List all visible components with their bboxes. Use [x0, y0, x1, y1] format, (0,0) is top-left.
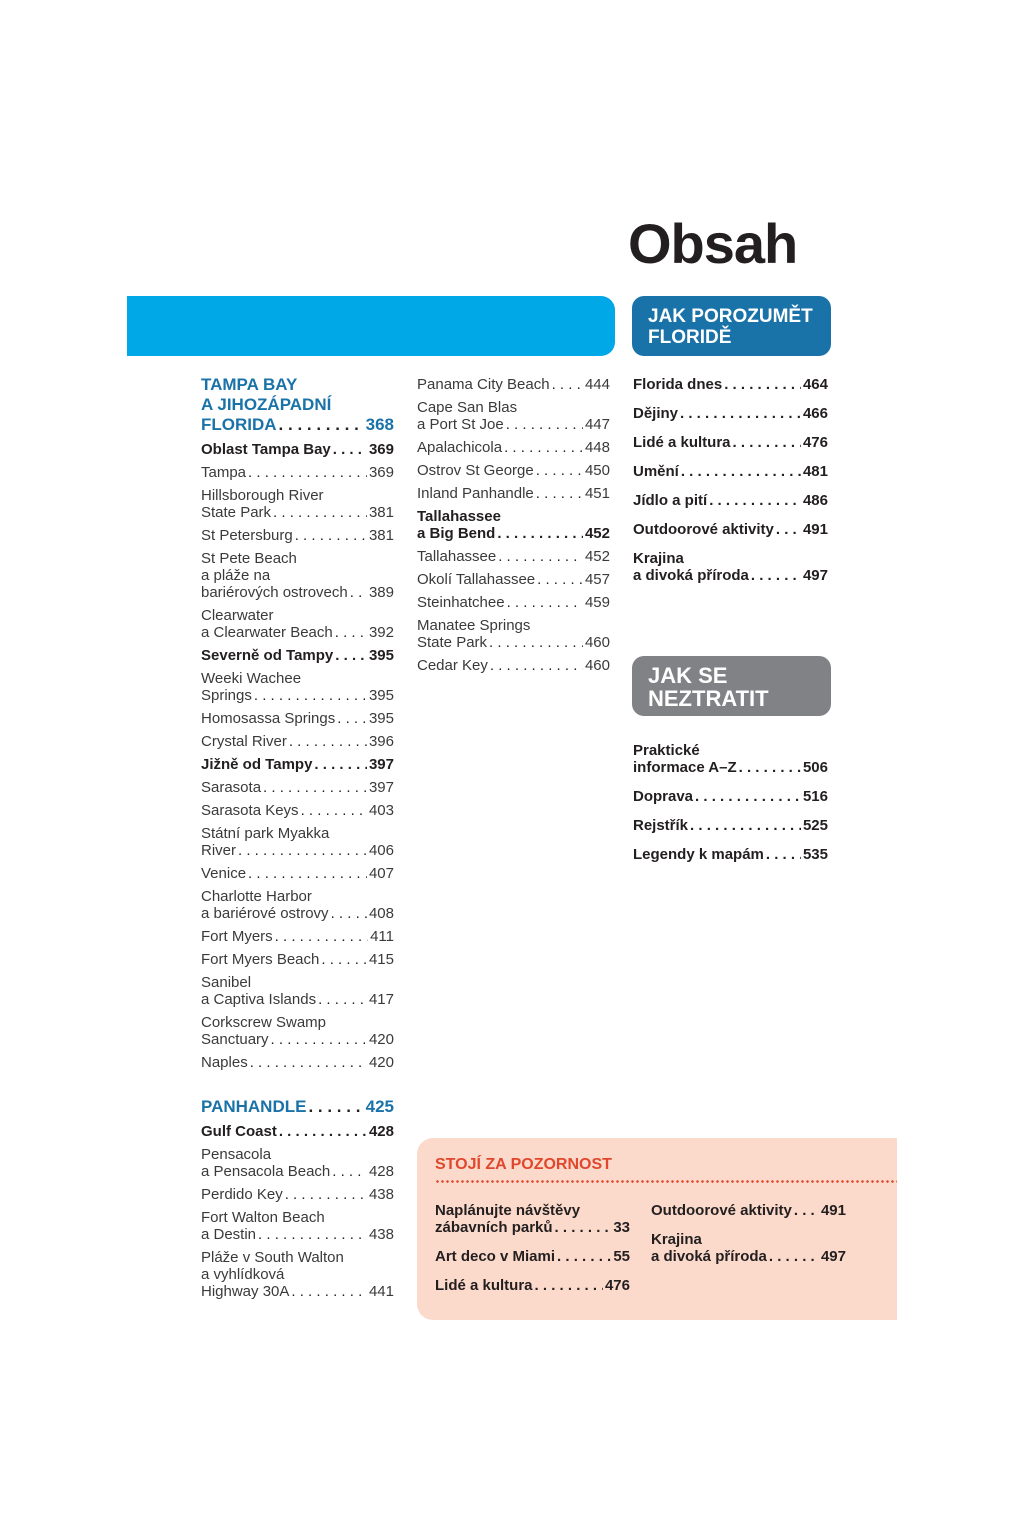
dot-leader [331, 905, 367, 922]
toc-entry-page: 497 [820, 1248, 846, 1265]
dot-leader [333, 441, 367, 458]
toc-list [201, 375, 394, 1071]
toc-entry[interactable] [417, 548, 610, 565]
toc-entry-title: Highway 30A [201, 1283, 290, 1300]
toc-entry-page: 395 [368, 687, 394, 704]
toc-entry[interactable] [201, 825, 394, 859]
toc-entry[interactable] [633, 463, 828, 480]
dot-leader [498, 548, 583, 565]
toc-entry-page: 525 [802, 817, 828, 834]
toc-entry-title: Naples [201, 1054, 248, 1071]
toc-entry-page: 369 [368, 464, 394, 481]
toc-entry[interactable] [201, 710, 394, 727]
toc-entry-page: 506 [802, 759, 828, 776]
toc-entry[interactable] [201, 928, 394, 945]
toc-entry[interactable] [633, 788, 828, 805]
toc-entry-title-line: Weeki Wachee [201, 670, 302, 687]
dot-leader [776, 521, 801, 538]
toc-entry-page: 408 [368, 905, 394, 922]
toc-entry-title: a Big Bend [417, 525, 496, 542]
toc-entry-page: 395 [368, 647, 394, 664]
toc-entry-page: 516 [802, 788, 828, 805]
dot-leader [285, 1186, 367, 1203]
toc-entry-page: 452 [584, 548, 610, 565]
toc-entry[interactable] [201, 865, 394, 882]
toc-entry-title-line: A JIHOZÁPADNÍ [201, 395, 332, 414]
toc-entry-title: Severně od Tampy [201, 647, 334, 664]
toc-entry-page: 535 [802, 846, 828, 863]
toc-entry-title: Crystal River [201, 733, 287, 750]
toc-entry[interactable] [633, 434, 828, 451]
toc-entry-title: Cedar Key [417, 657, 488, 674]
dot-leader [794, 1202, 819, 1219]
dot-leader [690, 817, 801, 834]
toc-entry-title-line: Fort Walton Beach [201, 1209, 325, 1226]
toc-entry-title-line: a pláže na [201, 567, 271, 584]
dot-leader [279, 415, 364, 435]
dot-leader [724, 376, 801, 393]
toc-entry-page: 55 [613, 1248, 630, 1265]
page-title: Obsah [628, 212, 798, 275]
toc-entry-title: a Clearwater Beach [201, 624, 333, 641]
dot-leader [489, 634, 583, 651]
toc-entry-title-line: Clearwater [201, 607, 274, 624]
highlights-column-1 [435, 1202, 630, 1306]
dot-leader [289, 733, 367, 750]
toc-entry-page: 464 [802, 376, 828, 393]
toc-entry[interactable] [417, 376, 610, 393]
toc-entry[interactable] [201, 375, 394, 435]
toc-entry-page: 457 [584, 571, 610, 588]
dot-leader [350, 584, 367, 601]
toc-entry[interactable] [201, 1146, 394, 1180]
toc-entry[interactable] [633, 550, 828, 584]
toc-entry-title: Springs [201, 687, 252, 704]
toc-entry-page: 451 [584, 485, 610, 502]
toc-entry-title: Jižně od Tampy [201, 756, 313, 773]
dot-leader [335, 624, 367, 641]
toc-entry-title: Gulf Coast [201, 1123, 277, 1140]
toc-entry[interactable] [201, 1249, 394, 1300]
dot-leader [263, 779, 367, 796]
dot-leader [506, 416, 583, 433]
toc-entry-page: 486 [802, 492, 828, 509]
toc-entry-title: Inland Panhandle [417, 485, 534, 502]
toc-list [435, 1202, 630, 1294]
toc-entry-page: 381 [368, 504, 394, 521]
dot-leader [275, 928, 368, 945]
toc-entry[interactable] [633, 405, 828, 422]
tab-line: NEZTRATIT [648, 686, 769, 711]
toc-entry-page: 403 [368, 802, 394, 819]
toc-entry[interactable] [201, 1186, 394, 1203]
toc-entry[interactable] [651, 1202, 846, 1219]
toc-entry-page: 396 [368, 733, 394, 750]
toc-entry-page: 417 [368, 991, 394, 1008]
toc-entry-title: Umění [633, 463, 679, 480]
toc-entry-title: Outdoorové aktivity [651, 1202, 792, 1219]
toc-entry[interactable] [633, 742, 828, 776]
toc-entry-title: Lidé a kultura [633, 434, 731, 451]
toc-entry-page: 397 [368, 756, 394, 773]
toc-entry[interactable] [201, 1209, 394, 1243]
toc-entry-page: 415 [368, 951, 394, 968]
toc-entry-page: 368 [365, 415, 394, 434]
toc-entry-title: Apalachicola [417, 439, 503, 456]
toc-entry-title: Homosassa Springs [201, 710, 336, 727]
toc-entry-page: 407 [368, 865, 394, 882]
toc-entry-title: Rejstřík [633, 817, 689, 834]
toc-entry-page: 428 [368, 1123, 394, 1140]
toc-entry-page: 420 [368, 1031, 394, 1048]
toc-list [633, 742, 828, 863]
toc-entry-title: Dějiny [633, 405, 679, 422]
dotted-divider [435, 1180, 897, 1183]
toc-entry-title: PANHANDLE [201, 1097, 307, 1116]
dot-leader [733, 434, 801, 451]
dot-leader [709, 492, 801, 509]
dot-leader [739, 759, 801, 776]
toc-entry[interactable] [201, 1054, 394, 1071]
toc-entry-page: 392 [368, 624, 394, 641]
tab-line: JAK POROZUMĚT [648, 306, 813, 327]
toc-entry-title-line: Krajina [651, 1231, 702, 1248]
dot-leader [681, 463, 801, 480]
toc-entry[interactable] [417, 594, 610, 611]
toc-entry-page: 460 [584, 634, 610, 651]
toc-entry-title-line: St Pete Beach [201, 550, 297, 567]
toc-entry[interactable] [633, 521, 828, 538]
toc-entry-page: 444 [584, 376, 610, 393]
toc-entry[interactable] [633, 376, 828, 393]
toc-entry-title-line: Charlotte Harbor [201, 888, 312, 905]
highlights-box [417, 1138, 897, 1320]
toc-entry-title: bariérových ostrovech [201, 584, 348, 601]
toc-entry-title-line: Krajina [633, 550, 684, 567]
toc-entry-title: Oblast Tampa Bay [201, 441, 331, 458]
dot-leader [507, 594, 583, 611]
toc-entry-page: 452 [584, 525, 610, 542]
toc-entry-page: 450 [584, 462, 610, 479]
dot-leader [291, 1283, 367, 1300]
toc-entry-title: a divoká příroda [633, 567, 749, 584]
toc-entry[interactable] [417, 462, 610, 479]
header-band [127, 296, 615, 356]
toc-entry-title: a Pensacola Beach [201, 1163, 331, 1180]
toc-entry-title-line: Sanibel [201, 974, 252, 991]
toc-entry-title: informace A–Z [633, 759, 737, 776]
toc-entry-title: a Captiva Islands [201, 991, 317, 1008]
toc-entry-title: Florida dnes [633, 376, 723, 393]
dot-leader [335, 647, 367, 664]
toc-entry-page: 481 [802, 463, 828, 480]
toc-column-2 [417, 376, 610, 680]
dot-leader [536, 462, 583, 479]
toc-entry-page: 428 [368, 1163, 394, 1180]
dot-leader [504, 439, 583, 456]
tab-line: JAK SE [648, 663, 728, 688]
dot-leader [248, 865, 367, 882]
toc-entry-title: Venice [201, 865, 247, 882]
toc-entry-title: Sanctuary [201, 1031, 269, 1048]
dot-leader [537, 571, 583, 588]
toc-entry[interactable] [201, 607, 394, 641]
toc-entry-page: 448 [584, 439, 610, 456]
dot-leader [490, 657, 583, 674]
toc-entry[interactable] [417, 571, 610, 588]
toc-entry-title-line: Hillsborough River [201, 487, 324, 504]
toc-entry-title: a Destin [201, 1226, 257, 1243]
dot-leader [695, 788, 801, 805]
dot-leader [258, 1226, 367, 1243]
toc-entry[interactable] [417, 439, 610, 456]
toc-entry-title: Lidé a kultura [435, 1277, 533, 1294]
toc-entry-title: Fort Myers [201, 928, 273, 945]
dot-leader [308, 1097, 363, 1117]
toc-list [417, 376, 610, 674]
toc-entry-page: 395 [368, 710, 394, 727]
toc-entry-title: FLORIDA [201, 415, 277, 434]
toc-entry-title: Doprava [633, 788, 694, 805]
section-tab-understand[interactable] [632, 296, 831, 356]
toc-entry-page: 491 [802, 521, 828, 538]
dot-leader [273, 504, 367, 521]
toc-entry[interactable] [201, 1097, 394, 1117]
toc-entry[interactable] [201, 951, 394, 968]
toc-entry-page: 406 [368, 842, 394, 859]
toc-entry[interactable] [417, 617, 610, 651]
dot-leader [557, 1248, 611, 1265]
toc-entry-page: 420 [368, 1054, 394, 1071]
toc-column-1 [201, 375, 394, 1306]
toc-entry-title: a divoká příroda [651, 1248, 767, 1265]
toc-entry[interactable] [201, 733, 394, 750]
dot-leader [555, 1219, 612, 1236]
dot-leader [238, 842, 367, 859]
toc-entry-title: Sarasota [201, 779, 262, 796]
toc-entry-title: Sarasota Keys [201, 802, 299, 819]
toc-entry[interactable] [201, 802, 394, 819]
highlights-column-2 [651, 1202, 846, 1277]
dot-leader [279, 1123, 367, 1140]
toc-entry-page: 460 [584, 657, 610, 674]
toc-entry-page: 425 [365, 1097, 394, 1116]
dot-leader [769, 1248, 819, 1265]
dot-leader [271, 1031, 367, 1048]
dot-leader [295, 527, 367, 544]
dot-leader [314, 756, 367, 773]
toc-entry-title: Tampa [201, 464, 247, 481]
toc-entry[interactable] [201, 1014, 394, 1048]
toc-entry-title-line: Pláže v South Walton [201, 1249, 344, 1266]
toc-entry-title-line: Tallahassee [417, 508, 501, 525]
toc-entry-title-line: Pensacola [201, 1146, 272, 1163]
toc-entry-title: Tallahassee [417, 548, 497, 565]
toc-entry-title: St Petersburg [201, 527, 293, 544]
dot-leader [751, 567, 801, 584]
dot-leader [248, 464, 367, 481]
toc-entry[interactable] [417, 399, 610, 433]
dot-leader [254, 687, 367, 704]
toc-entry-title: a bariérové ostrovy [201, 905, 329, 922]
dot-leader [321, 951, 367, 968]
toc-entry-page: 459 [584, 594, 610, 611]
toc-entry-title: a Port St Joe [417, 416, 504, 433]
toc-entry-title: Fort Myers Beach [201, 951, 320, 968]
toc-entry[interactable] [201, 779, 394, 796]
toc-entry-title: River [201, 842, 237, 859]
dot-leader [332, 1163, 367, 1180]
toc-entry-page: 438 [368, 1186, 394, 1203]
toc-entry-title-line: Manatee Springs [417, 617, 531, 634]
toc-entry-title: Legendy k mapám [633, 846, 764, 863]
dot-leader [535, 1277, 603, 1294]
toc-entry[interactable] [651, 1231, 846, 1265]
dot-leader [536, 485, 583, 502]
toc-list [633, 376, 828, 584]
toc-entry-title: State Park [201, 504, 272, 521]
toc-entry[interactable] [201, 487, 394, 521]
toc-entry-title-line: a vyhlídková [201, 1266, 285, 1283]
toc-entry-page: 497 [802, 567, 828, 584]
toc-entry-title: Jídlo a pití [633, 492, 708, 509]
toc-entry-page: 438 [368, 1226, 394, 1243]
toc-entry-title-line: Corkscrew Swamp [201, 1014, 327, 1031]
toc-entry-page: 33 [613, 1219, 630, 1236]
toc-entry-title: Panama City Beach [417, 376, 550, 393]
toc-entry-page: 476 [604, 1277, 630, 1294]
toc-entry-page: 466 [802, 405, 828, 422]
toc-entry-title-line: Naplánujte návštěvy [435, 1202, 581, 1219]
toc-entry[interactable] [201, 527, 394, 544]
section-tab-survive[interactable] [632, 656, 831, 716]
toc-entry[interactable] [201, 888, 394, 922]
toc-entry[interactable] [201, 441, 394, 458]
toc-entry-title-line: Praktické [633, 742, 700, 759]
toc-entry[interactable] [435, 1248, 630, 1265]
toc-entry-page: 491 [820, 1202, 846, 1219]
toc-entry[interactable] [435, 1202, 630, 1236]
toc-entry-title: Perdido Key [201, 1186, 283, 1203]
toc-entry[interactable] [201, 1123, 394, 1140]
toc-entry-page: 397 [368, 779, 394, 796]
toc-entry[interactable] [201, 974, 394, 1008]
toc-entry-title: State Park [417, 634, 488, 651]
toc-entry[interactable] [201, 647, 394, 664]
toc-entry-title: Steinhatchee [417, 594, 505, 611]
toc-entry[interactable] [633, 817, 828, 834]
toc-entry-title: Okolí Tallahassee [417, 571, 536, 588]
toc-entry-page: 389 [368, 584, 394, 601]
toc-entry[interactable] [417, 508, 610, 542]
toc-entry[interactable] [633, 846, 828, 863]
toc-entry-page: 441 [368, 1283, 394, 1300]
toc-entry-title: zábavních parků [435, 1219, 553, 1236]
toc-entry-title-line: Cape San Blas [417, 399, 518, 416]
dot-leader [497, 525, 583, 542]
toc-entry-title: Ostrov St George [417, 462, 534, 479]
dot-leader [337, 710, 367, 727]
toc-entry[interactable] [201, 464, 394, 481]
dot-leader [318, 991, 367, 1008]
highlights-title: STOJÍ ZA POZORNOST [435, 1156, 612, 1173]
toc-entry[interactable] [417, 485, 610, 502]
toc-entry-page: 447 [584, 416, 610, 433]
toc-entry-title-line: Státní park Myakka [201, 825, 330, 842]
dot-leader [680, 405, 801, 422]
toc-entry-page: 381 [368, 527, 394, 544]
toc-entry-title: Outdoorové aktivity [633, 521, 774, 538]
toc-entry-page: 411 [370, 928, 394, 945]
toc-list [201, 1097, 394, 1300]
toc-entry-title: Art deco v Miami [435, 1248, 556, 1265]
toc-entry[interactable] [417, 657, 610, 674]
toc-list-wrapper [633, 742, 828, 875]
dot-leader [301, 802, 367, 819]
toc-entry-page: 369 [368, 441, 394, 458]
toc-entry[interactable] [201, 550, 394, 601]
toc-entry[interactable] [201, 756, 394, 773]
toc-entry[interactable] [435, 1277, 630, 1294]
toc-entry[interactable] [633, 492, 828, 509]
toc-entry-title-line: TAMPA BAY [201, 375, 298, 394]
dot-leader [552, 376, 583, 393]
toc-list [651, 1202, 846, 1265]
dot-leader [250, 1054, 367, 1071]
tab-line: FLORIDĚ [648, 327, 732, 348]
toc-entry-page: 476 [802, 434, 828, 451]
toc-entry[interactable] [201, 670, 394, 704]
dot-leader [766, 846, 801, 863]
